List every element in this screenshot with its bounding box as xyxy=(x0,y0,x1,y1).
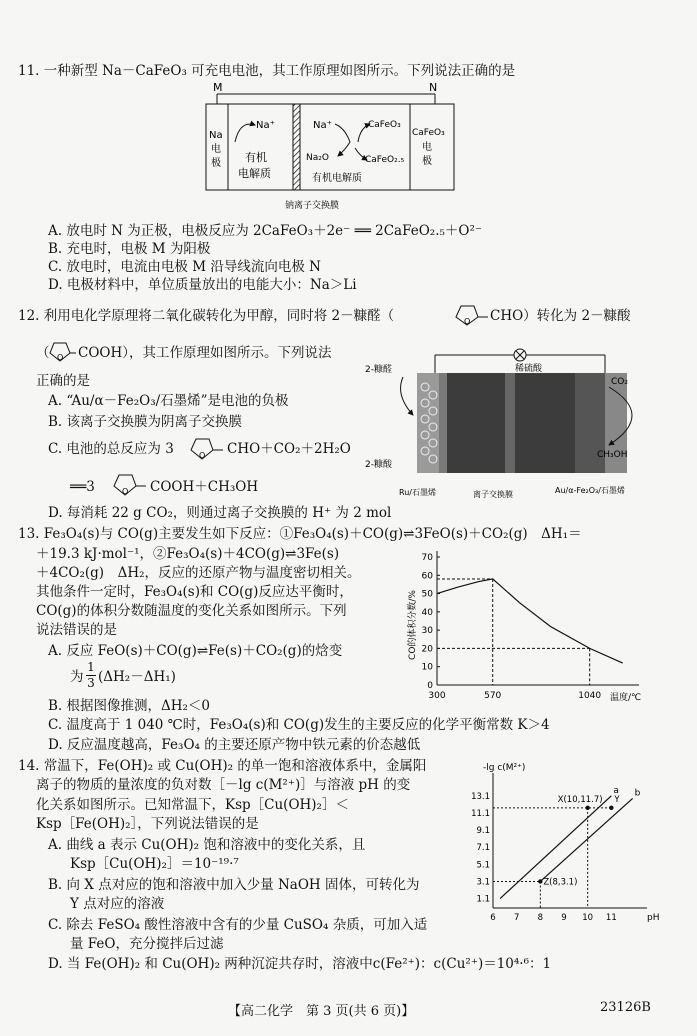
svg-text:CO₂: CO₂ xyxy=(611,377,628,387)
q12-stem-2a: （ xyxy=(36,345,50,361)
svg-text:2-糠酸: 2-糠酸 xyxy=(365,460,392,470)
q11-option-a: A. 放电时 N 为正极，电极反应为 2CaFeO₃＋2e⁻ ══ 2CaFeO₂.₅＋O²⁻ xyxy=(48,223,482,239)
x-tick-label: 6 xyxy=(490,913,496,923)
q12-option-a: A. “Au/α－Fe₂O₃/石墨烯”是电池的负极 xyxy=(48,393,289,409)
svg-text:稀硫酸: 稀硫酸 xyxy=(515,364,543,374)
svg-text:有机电解质: 有机电解质 xyxy=(312,173,362,184)
y-tick-label: 9.1 xyxy=(476,826,490,837)
q13-line-4: 其他条件一定时，Fe₃O₄(s)和 CO(g)反应达平衡时， xyxy=(36,584,353,600)
svg-text:电: 电 xyxy=(422,142,432,153)
y-tick-label: 10 xyxy=(421,662,433,673)
q14-option-c2: 量 FeO，充分搅拌后过滤 xyxy=(70,936,224,952)
svg-text:CaFeO₃: CaFeO₃ xyxy=(412,128,445,138)
data-point xyxy=(609,806,613,810)
q14-line-3: 化关系如图所示。已知常温下，Ksp［Cu(OH)₂］＜ xyxy=(36,797,349,813)
q13-line-2: ＋19.3 kJ·mol⁻¹，②Fe₃O₄(s)＋4CO(g)⇌3Fe(s) xyxy=(36,546,340,562)
svg-text:O: O xyxy=(199,451,206,460)
y-tick-label: 0 xyxy=(427,681,433,691)
q14-line-2: 离子的物质的量浓度的负对数［－lg c(M²⁺)］与溶液 pH 的变 xyxy=(36,777,411,793)
y-tick-label: 5.1 xyxy=(476,860,490,871)
q13-co-fraction-chart xyxy=(405,545,650,705)
q13-option-a2a: 为 xyxy=(70,669,84,685)
q13-line-1: 13. Fe₃O₄(s)与 CO(g)主要发生如下反应：①Fe₃O₄(s)＋CO(g)⇌3FeO(s)＋CO₂(g) ΔH₁＝ xyxy=(18,526,582,542)
svg-text:O: O xyxy=(464,317,471,326)
y-axis-label: CO的体积分数/% xyxy=(408,590,418,660)
x-axis-label: 温度/℃ xyxy=(610,693,642,703)
q14-option-c1: C. 除去 FeSO₄ 酸性溶液中含有的少量 CuSO₄ 杂质，可加入适 xyxy=(48,917,428,933)
x-tick-label: 1040 xyxy=(578,691,602,701)
point-label: Y xyxy=(614,794,620,805)
svg-text:电解质: 电解质 xyxy=(238,167,271,180)
svg-text:极: 极 xyxy=(422,156,432,167)
q13-frac-num: 1 xyxy=(87,660,95,674)
page-footer-title: 【高二化学 第 3 页(共 6 页)】 xyxy=(228,1004,415,1019)
q14-option-a2: Ksp［Cu(OH)₂］＝10⁻¹⁹·⁷ xyxy=(70,856,239,872)
q12-stem-1b: CHO）转化为 2－糠酸 xyxy=(490,308,631,324)
label-N: N xyxy=(429,81,438,94)
q12-option-d: D. 每消耗 22 g CO₂，则通过离子交换膜的 H⁺ 为 2 mol xyxy=(48,505,392,521)
point-label: X(10,11.7) xyxy=(557,794,603,805)
y-tick-label: 1.1 xyxy=(476,894,490,905)
q13-option-b: B. 根据图像推测，ΔH₂＜0 xyxy=(48,698,211,714)
y-tick-label: 40 xyxy=(421,607,433,618)
q14-line-4: Ksp［Fe(OH)₂］，下列说法错误的是 xyxy=(36,816,259,832)
furoic-ring-icon xyxy=(46,340,78,364)
q12-cell-figure xyxy=(365,335,655,503)
q12-stem-3: 正确的是 xyxy=(36,373,90,389)
y-tick-label: 3.1 xyxy=(476,877,490,888)
q11-option-d: D. 电极材料中，单位质量放出的电能大小：Na＞Li xyxy=(48,277,357,293)
q13-option-c: C. 温度高于 1 040 ℃时，Fe₃O₄(s)和 CO(g)发生的主要反应的化学平衡常数 K＞4 xyxy=(48,717,550,733)
q12-option-c4: COOH＋CH₃OH xyxy=(150,479,259,495)
x-tick-label: 9 xyxy=(561,913,567,923)
svg-text:Na⁺: Na⁺ xyxy=(313,120,332,131)
furfural-ring-icon-2 xyxy=(187,436,227,464)
q14-option-a1: A. 曲线 a 表示 Cu(OH)₂ 饱和溶液中的变化关系，且 xyxy=(48,837,366,853)
y-tick-label: 30 xyxy=(421,626,433,637)
x-tick-label: 10 xyxy=(582,913,594,923)
q12-option-c2: CHO＋CO₂＋2H₂O xyxy=(227,441,351,457)
q14-option-d: D. 当 Fe(OH)₂ 和 Cu(OH)₂ 两种沉淀共存时，溶液中c(Fe²⁺)：c(Cu²⁺)＝10⁴·⁶：1 xyxy=(48,956,552,972)
x-axis-label: pH xyxy=(647,913,660,923)
q13-frac-den: 3 xyxy=(87,676,95,690)
x-tick-label: 7 xyxy=(513,913,520,923)
q14-line-1: 14. 常温下，Fe(OH)₂ 或 Cu(OH)₂ 的单一饱和溶液体系中，金属阳 xyxy=(18,758,427,774)
furfural-ring-icon xyxy=(452,303,490,329)
x-tick-label: 300 xyxy=(428,691,446,701)
na-electrode-label: Na 电极 xyxy=(209,130,223,169)
q12-option-b: B. 该离子交换膜为阴离子交换膜 xyxy=(48,414,243,430)
q12-stem-1: 12. 利用电化学原理将二氧化碳转化为甲醇，同时将 2－糠醛（ xyxy=(18,308,395,324)
svg-text:有机: 有机 xyxy=(245,151,267,164)
svg-text:O: O xyxy=(57,353,64,362)
q14-lgc-ph-chart xyxy=(465,758,670,930)
q11-stem: 11. 一种新型 Na－CaFeO₃ 可充电电池，其工作原理如图所示。下列说法正确的是 xyxy=(18,63,516,79)
y-tick-label: 13.1 xyxy=(471,791,490,802)
point-label: Z(8,3.1) xyxy=(543,877,578,888)
svg-text:CH₃OH: CH₃OH xyxy=(597,450,628,460)
svg-text:O: O xyxy=(122,487,129,496)
q13-option-d: D. 反应温度越高，Fe₃O₄ 的主要还原产物中铁元素的价态越低 xyxy=(48,737,421,753)
co-fraction-curve xyxy=(437,579,623,663)
svg-text:Ru/石墨烯: Ru/石墨烯 xyxy=(399,488,436,497)
q14-option-b1: B. 向 X 点对应的饱和溶液中加入少量 NaOH 固体，可转化为 xyxy=(48,877,420,893)
y-tick-label: 70 xyxy=(421,553,433,563)
q14-option-b2: Y 点对应的溶液 xyxy=(70,896,165,912)
series-label-a: a xyxy=(613,785,619,796)
svg-text:2-糠醛: 2-糠醛 xyxy=(365,365,392,375)
page-footer-code: 23126B xyxy=(600,1000,651,1015)
x-tick-label: 11 xyxy=(605,913,617,923)
svg-text:Na⁺: Na⁺ xyxy=(256,120,275,131)
svg-text:离子交换膜: 离子交换膜 xyxy=(473,490,513,499)
y-tick-label: 20 xyxy=(421,644,433,655)
q13-option-a1: A. 反应 FeO(s)＋CO(g)⇌Fe(s)＋CO₂(g)的焓变 xyxy=(48,643,343,659)
q13-line-6: 说法错误的是 xyxy=(36,622,117,638)
q11-option-b: B. 充电时，电极 M 为阳极 xyxy=(48,241,211,257)
q11-battery-figure xyxy=(200,80,470,220)
q13-line-3: ＋4CO₂(g) ΔH₂，反应的还原产物与温度密切相关。 xyxy=(36,565,361,581)
svg-text:CaFeO₂.₅: CaFeO₂.₅ xyxy=(365,155,405,165)
y-tick-label: 50 xyxy=(421,589,433,600)
q11-option-c: C. 放电时，电流由电极 M 沿导线流向电极 N xyxy=(48,259,321,275)
q12-option-c1: C. 电池的总反应为 3 xyxy=(48,441,174,457)
svg-text:Na₂O: Na₂O xyxy=(306,153,329,163)
q13-option-a2b: (ΔH₂－ΔH₁) xyxy=(98,669,176,685)
q12-stem-2b: COOH），其工作原理如图所示。下列说法 xyxy=(78,345,332,361)
q13-line-5: CO(g)的体积分数随温度的变化关系如图所示。下列 xyxy=(36,603,347,619)
y-tick-label: 60 xyxy=(421,571,433,582)
furoic-ring-icon-2 xyxy=(110,472,150,500)
series-label-b: b xyxy=(634,788,641,799)
x-tick-label: 570 xyxy=(484,691,502,701)
membrane-label: 钠离子交换膜 xyxy=(285,201,340,211)
svg-text:Au/α-Fe₂O₃/石墨烯: Au/α-Fe₂O₃/石墨烯 xyxy=(555,486,625,495)
label-M: M xyxy=(213,81,223,94)
y-tick-label: 7.1 xyxy=(476,843,490,854)
svg-text:CaFeO₃: CaFeO₃ xyxy=(368,120,401,130)
x-tick-label: 8 xyxy=(537,913,544,923)
y-tick-label: 11.1 xyxy=(471,808,490,819)
q12-option-c3: ══3 xyxy=(70,479,95,495)
y-axis-label: -lg c(M²⁺) xyxy=(483,763,526,773)
series-line-b xyxy=(540,798,632,881)
